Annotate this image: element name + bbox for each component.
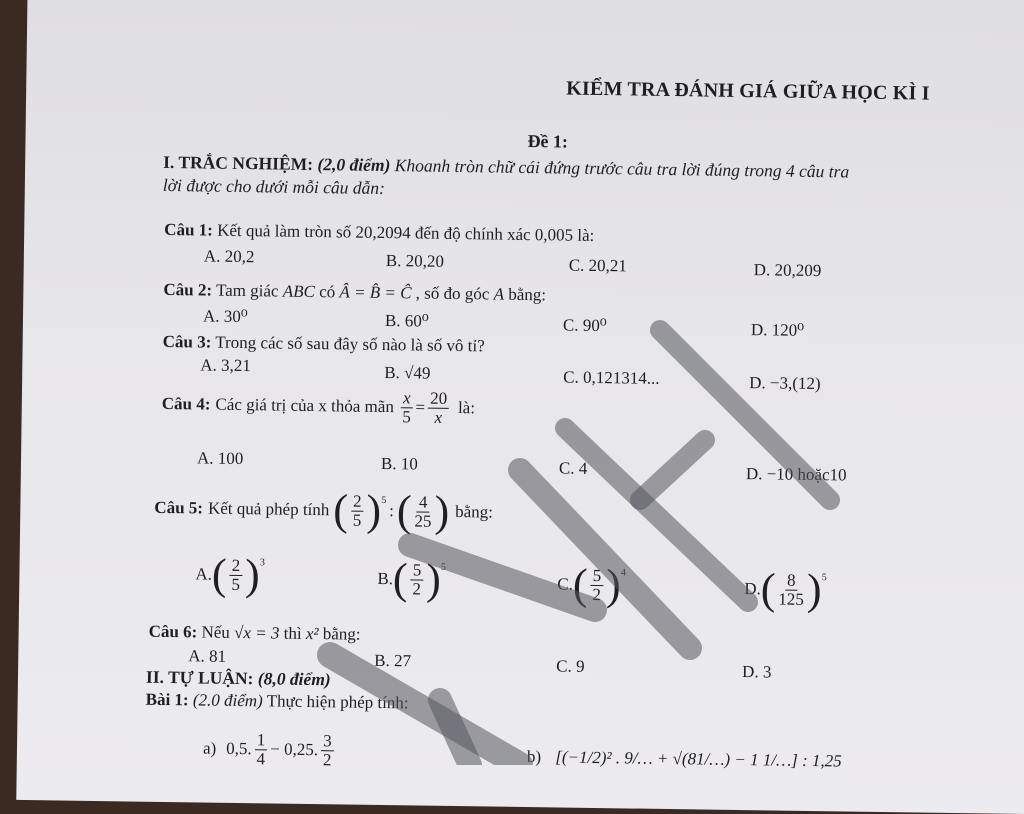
equals-sign: = — [415, 397, 426, 417]
bai-1-a-start: 0,5. — [226, 739, 252, 759]
left-paren: ( — [333, 485, 349, 535]
left-paren: ( — [392, 554, 408, 604]
q5-option-d-letter: D. — [744, 579, 761, 599]
question-2-text-before: Tam giác — [215, 280, 279, 301]
question-4-text-end: là: — [457, 398, 476, 418]
q2-option-d: D. 120⁰ — [750, 320, 805, 340]
q6-option-b: B. 27 — [374, 650, 412, 671]
section2-heading: II. TỰ LUẬN: — [145, 666, 254, 689]
question-5-f1-exp: 5 — [381, 494, 387, 507]
bai-1-a — [203, 731, 337, 770]
question-5-label: Câu 5: — [154, 497, 204, 518]
question-5-text-end: bằng: — [455, 502, 494, 522]
q3-option-a: A. 3,21 — [200, 355, 252, 376]
bai-1-label: Bài 1: — [145, 689, 189, 710]
section2-line — [146, 667, 331, 691]
q1-option-b: B. 20,20 — [385, 251, 445, 271]
question-6-text-end: bằng: — [322, 624, 361, 644]
q5-option-d-exp: 5 — [821, 572, 827, 584]
question-2-text-end: bằng: — [508, 284, 547, 305]
bai-1-a-fraction-1 — [254, 731, 267, 768]
q5-option-c-exp: 4 — [620, 567, 626, 579]
question-4-frac2-den: x — [434, 407, 443, 427]
question-5-fraction-1 — [351, 492, 364, 529]
q4-option-c: C. 4 — [558, 458, 588, 478]
bai-1-a-label: a) — [202, 738, 217, 759]
bai-1-a-f2-den: 2 — [322, 750, 332, 770]
question-5-text: Kết quả phép tính — [207, 498, 330, 520]
question-4-label: Câu 4: — [161, 394, 211, 414]
q3-option-b: B. √49 — [384, 363, 431, 383]
left-paren: ( — [211, 549, 227, 599]
section1-instruction-2: lời được cho dưới mỗi câu dẫn: — [162, 174, 386, 199]
question-4-fraction-1 — [401, 389, 413, 426]
q3-option-c: C. 0,121314... — [563, 367, 660, 388]
q5-option-c-fraction — [590, 567, 603, 604]
question-6-label: Câu 6: — [148, 621, 198, 642]
bai-1-b-expression: [(−1/2)² . 9/… + √(81/…) − 1 1/…] : 1,25 — [555, 747, 842, 771]
question-6 — [148, 622, 360, 645]
right-paren: ) — [366, 485, 382, 535]
question-2-condition: Â = B̂ = Ĉ — [339, 282, 412, 303]
question-5-f2-den: 25 — [414, 510, 432, 531]
q4-option-b: B. 10 — [380, 453, 418, 474]
question-2-angle: A — [493, 284, 505, 304]
q5-option-c-num: 5 — [591, 567, 604, 586]
left-paren: ( — [396, 486, 412, 536]
q4-option-a: A. 100 — [196, 448, 244, 469]
question-5-fraction-2 — [414, 493, 432, 530]
section1-heading: I. TRẮC NGHIỆM: — [163, 151, 314, 174]
q5-option-c-den: 2 — [592, 584, 602, 604]
question-1-text: Kết quả làm tròn số 20,2094 đến độ chính xác 0,005 là: — [217, 220, 595, 245]
bai-1-text: Thực hiện phép tính: — [266, 691, 409, 713]
question-5-op: : — [389, 501, 395, 521]
q3-option-d: D. −3,(12) — [749, 373, 821, 394]
question-2-label: Câu 2: — [163, 279, 213, 300]
q6-option-c: C. 9 — [556, 656, 585, 676]
q5-option-b-num: 5 — [411, 561, 424, 580]
question-3-text: Trong các số sau đây số nào là số vô tỉ? — [215, 332, 485, 356]
question-3 — [163, 332, 485, 356]
question-4 — [162, 386, 476, 427]
q5-option-d-num: 8 — [785, 571, 798, 590]
q5-option-b — [377, 554, 447, 604]
exam-paper — [16, 0, 1024, 814]
q6-option-a: A. 81 — [188, 646, 227, 666]
q5-option-b-letter: B. — [377, 568, 394, 589]
q5-option-a-num: 2 — [230, 557, 243, 576]
question-5-f2-num: 4 — [417, 493, 430, 512]
q6-option-d: D. 3 — [742, 662, 772, 682]
question-1 — [164, 220, 594, 246]
bai-1 — [146, 690, 409, 714]
q1-option-a: A. 20,2 — [203, 246, 255, 267]
q5-option-d-fraction — [778, 571, 804, 608]
question-6-text-thi: thì — [283, 623, 302, 643]
left-paren: ( — [760, 564, 776, 614]
section2-points: (8,0 điểm) — [257, 668, 331, 690]
question-4-frac1-den: 5 — [402, 407, 411, 427]
q5-option-c-letter: C. — [557, 574, 574, 594]
right-paren: ) — [244, 550, 261, 600]
q2-option-b: B. 60⁰ — [384, 311, 429, 331]
question-5-f1-den: 5 — [352, 510, 362, 530]
q2-option-c: C. 90⁰ — [562, 315, 607, 336]
q1-option-d: D. 20,209 — [753, 260, 822, 281]
right-paren: ) — [434, 486, 450, 536]
question-6-text-neu: Nếu — [201, 622, 230, 642]
question-6-condition: √x = 3 — [233, 622, 280, 643]
question-3-label: Câu 3: — [162, 331, 212, 352]
q5-option-d-den: 125 — [778, 589, 804, 609]
q5-option-a-exp: 3 — [259, 557, 266, 569]
section1-instruction-1: Khoanh tròn chữ cái đứng trước câu tra lời đúng trong 4 câu tra — [394, 155, 850, 182]
q5-option-a-den: 5 — [231, 574, 241, 594]
bai-1-b — [527, 747, 842, 771]
bai-1-points: (2.0 điểm) — [192, 690, 263, 711]
q5-option-a-letter: A. — [195, 564, 213, 584]
q1-option-c: C. 20,21 — [568, 255, 628, 276]
question-4-frac2-num: 20 — [428, 390, 449, 409]
bai-1-a-f2-num: 3 — [321, 732, 334, 751]
q5-option-b-den: 2 — [412, 578, 422, 599]
q5-option-a — [195, 549, 266, 600]
q5-option-c — [557, 559, 626, 610]
bai-1-a-mid: − 0,25. — [270, 739, 319, 760]
question-2-text-after: , số đo góc — [415, 283, 490, 304]
q5-option-b-exp: 5 — [440, 561, 447, 573]
question-2-text-co: có — [319, 282, 336, 302]
bai-1-a-fraction-2 — [321, 732, 334, 769]
q5-option-a-fraction — [229, 557, 242, 594]
q2-option-a: A. 30⁰ — [202, 306, 248, 327]
q5-option-d — [744, 564, 827, 615]
question-5-f1-num: 2 — [351, 492, 364, 511]
question-1-label: Câu 1: — [164, 219, 214, 240]
q4-option-d: D. −10 hoặc10 — [745, 464, 847, 485]
question-4-fraction-2 — [428, 390, 450, 427]
question-5 — [154, 486, 493, 535]
exam-code: Đề 1: — [527, 130, 569, 152]
question-2 — [163, 280, 546, 305]
question-2-triangle: ABC — [282, 281, 316, 302]
left-paren: ( — [572, 559, 588, 609]
right-paren: ) — [806, 564, 822, 615]
right-paren: ) — [425, 554, 442, 604]
question-4-frac1-num: x — [401, 389, 413, 408]
q5-option-b-fraction — [410, 561, 423, 598]
bai-1-a-f1-num: 1 — [255, 731, 268, 750]
question-4-text: Các giá trị của x thỏa mãn — [215, 395, 395, 417]
right-paren: ) — [605, 560, 622, 610]
section1-points: (2,0 điểm) — [317, 154, 391, 176]
exam-title: KIỂM TRA ĐÁNH GIÁ GIỮA HỌC KÌ I — [566, 77, 930, 105]
question-6-expression: x² — [305, 623, 319, 644]
bai-1-b-label: b) — [526, 747, 542, 767]
bai-1-a-f1-den: 4 — [256, 749, 266, 769]
